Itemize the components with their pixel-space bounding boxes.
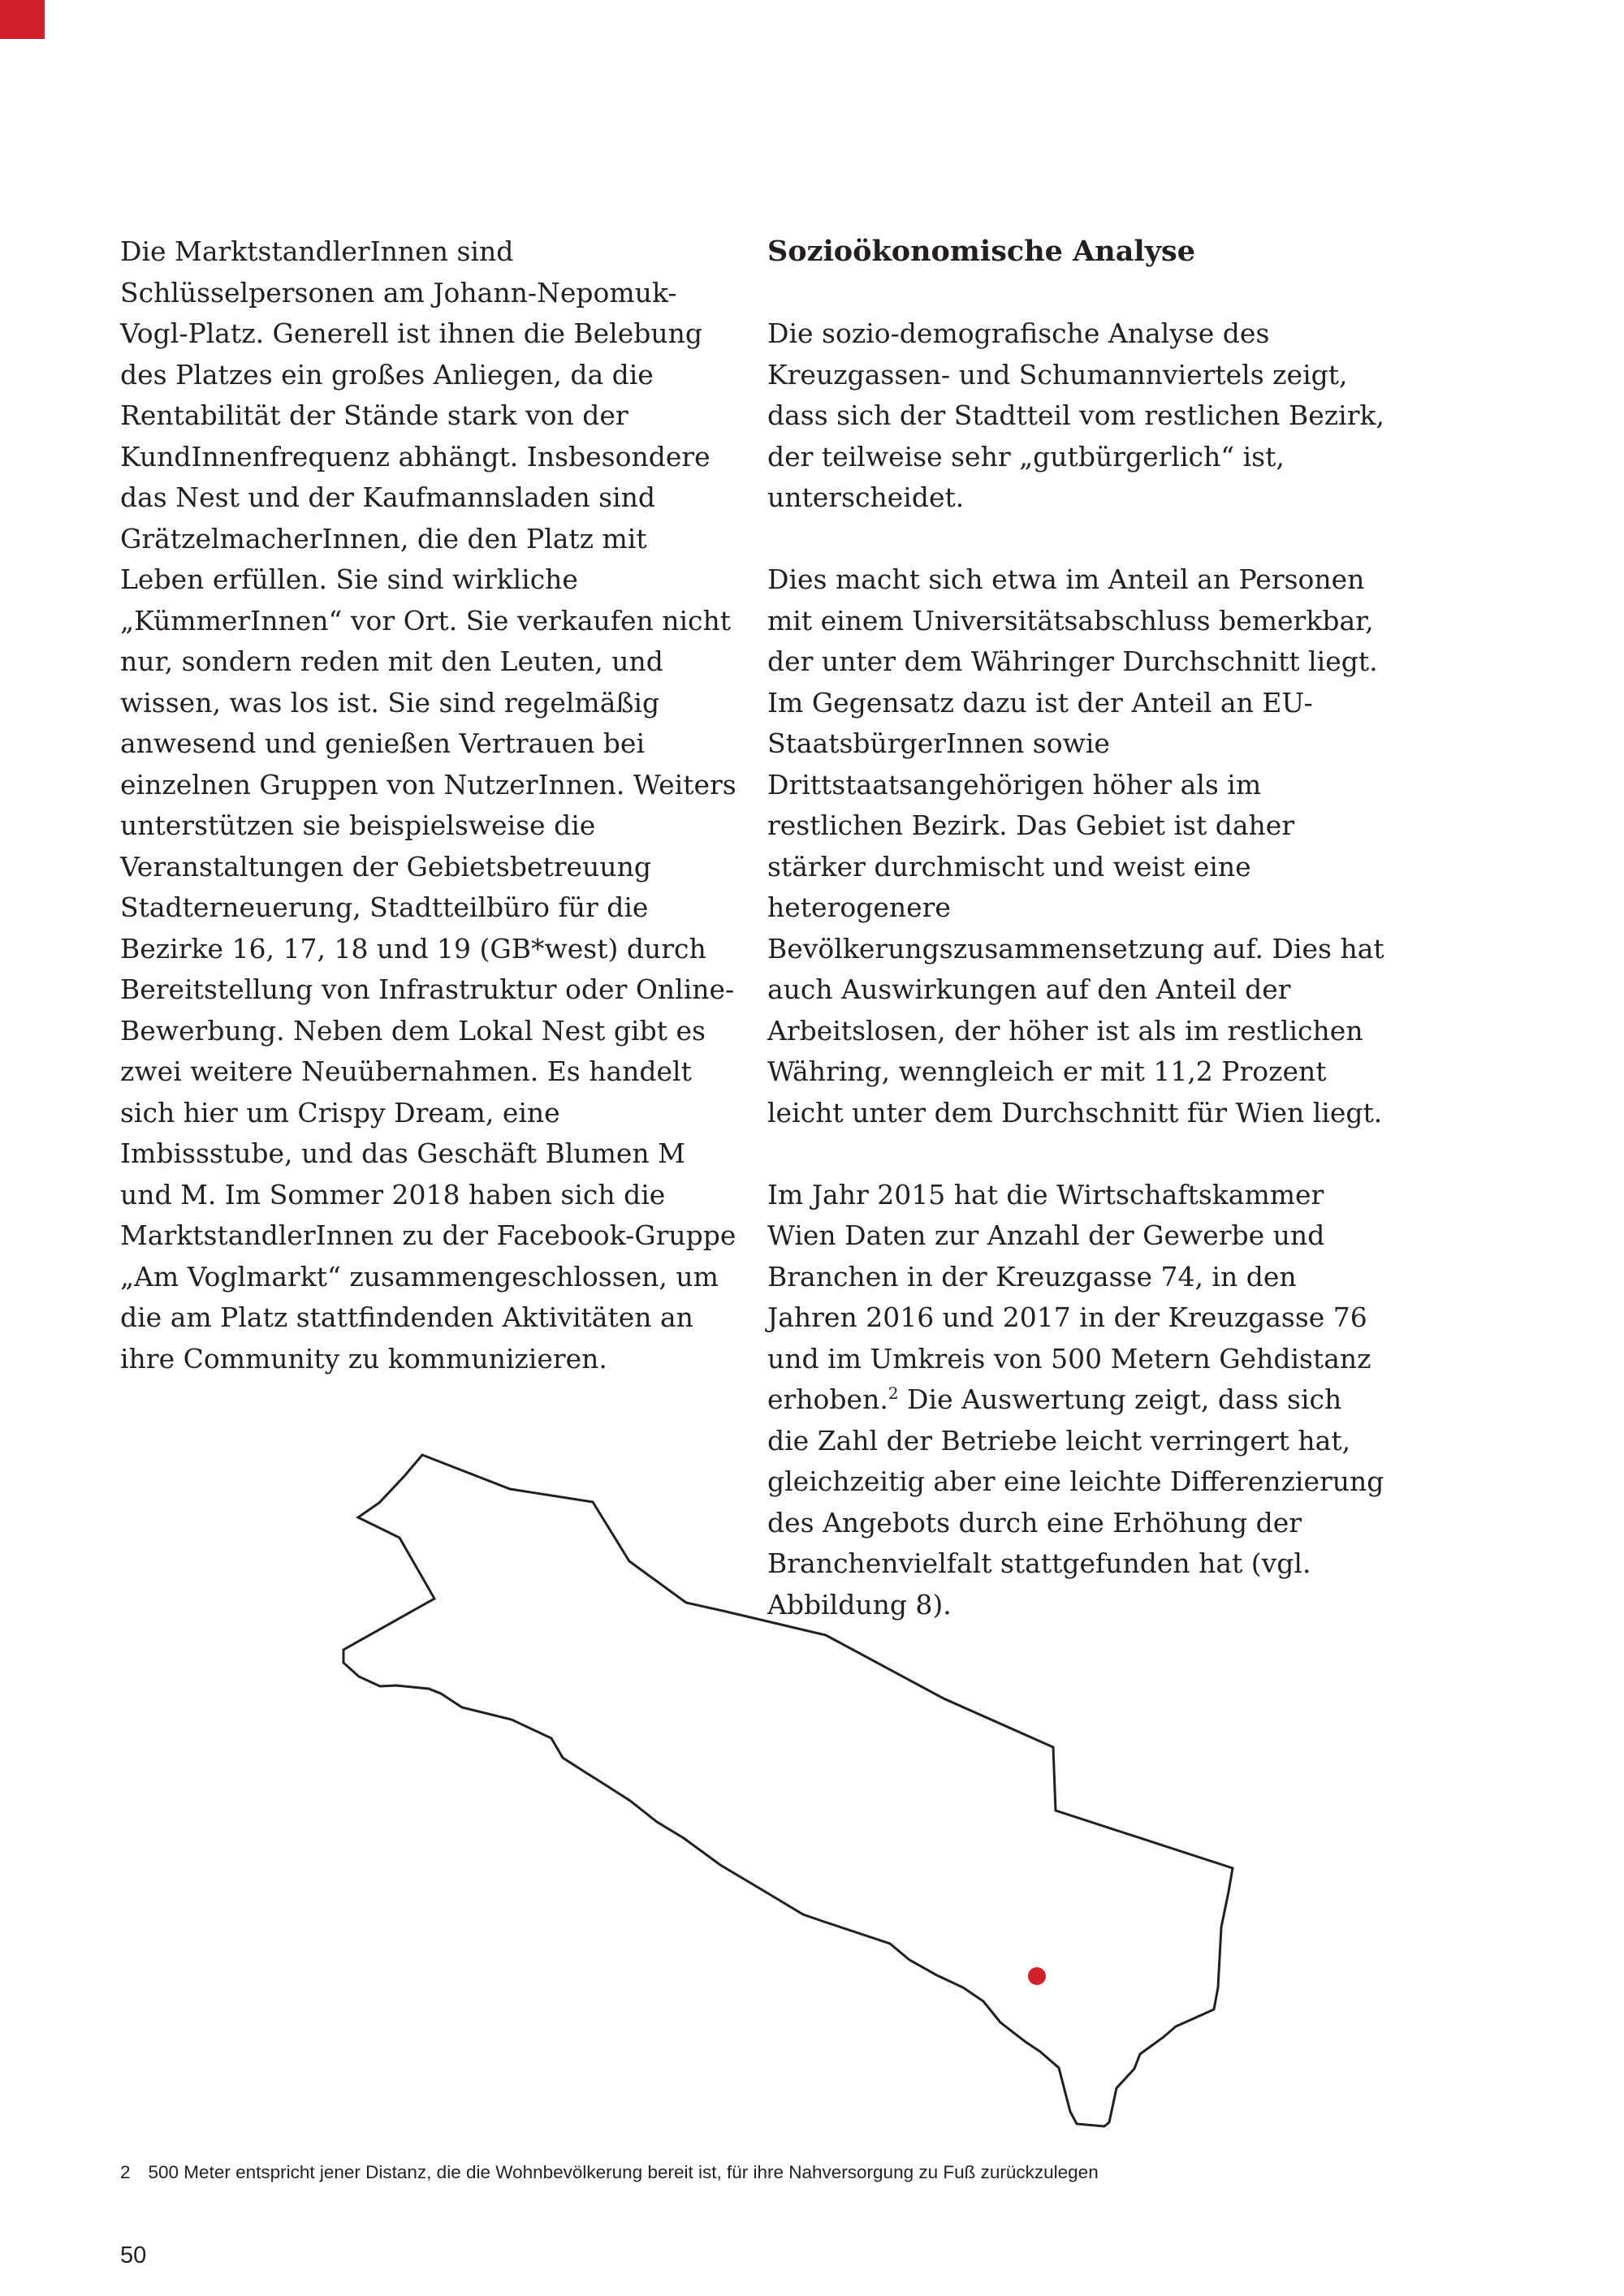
body-paragraph-2: Dies macht sich etwa im Anteil an Personen mit einem Universitätsabschluss bemerkbar, der unter dem Währinger Durchschnitt liegt. Im Gegensatz dazu ist der Anteil an EU-StaatsbürgerInnen sowie Drittstaatsangehörigen höher als im restlichen Bezirk. Das Gebiet ist daher stärker durchmischt und weist eine heterogenere Bevölkerungszusammensetzung auf. Dies hat auch Auswirkungen auf den Anteil der Arbeitslosen, der höher ist als im restlichen Währing, wenngleich er mit 11,2 Prozent leicht unter dem Durchschnitt für Wien liegt. [767,563,1384,1129]
paragraph-3-continued: Die Auswertung zeigt, dass sich die Zahl der Betriebe leicht verringert hat, gleichzeitig aber eine leichte Differenzierung des Angebots durch eine Erhöhung der Branchenvielfalt stattgefunden hat (vgl. Abbildung 8). [767,1383,1384,1621]
paragraph-3-text: Im Jahr 2015 hat die Wirtschaftskammer Wien Daten zur Anzahl der Gewerbe und Branchen in der Kreuzgasse 74, in den Jahren 2016 und 2017 in der Kreuzgasse 76 und im Umkreis von 500 Metern Gehdistanz erhoben. [767,1178,1371,1415]
left-column [120,231,737,1379]
page-number: 50 [120,2242,147,2268]
footnote-text: 500 Meter entspricht jener Distanz, die die Wohnbevölkerung bereit ist, für ihre Nahversorgung zu Fuß zurückzulegen [148,2162,1099,2182]
body-paragraph: Die MarktstandlerInnen sind Schlüsselpersonen am Johann-Nepomuk-Vogl-Platz. Generell ist ihnen die Belebung des Platzes ein großes Anliegen, da die Rentabilität der Stände stark von der KundInnenfrequenz abhängt. Insbesondere das Nest und der Kaufmannsladen sind GrätzelmacherInnen, die den Platz mit Leben erfüllen. Sie sind wirkliche „KümmerInnen“ vor Ort. Sie verkaufen nicht nur, sondern reden mit den Leuten, und wissen, was los ist. Sie sind regelmäßig anwesend und genießen Vertrauen bei einzelnen Gruppen von NutzerInnen. Weiters unterstützen sie beispielsweise die Veranstaltungen der Gebietsbetreuung Stadterneuerung, Stadtteilbüro für die Bezirke 16, 17, 18 und 19 (GB*west) durch Bereitstellung von Infrastruktur oder Online-Bewerbung. Neben dem Lokal Nest gibt es zwei weitere Neuübernahmen. Es handelt sich hier um Crispy Dream, eine Imbissstube, und das Geschäft Blumen M und M. Im Sommer 2018 haben sich die MarktstandlerInnen zu der Facebook-Gruppe „Am Voglmarkt“ zusammengeschlossen, um die am Platz stattfindenden Aktivitäten an ihre Community zu kommunizieren. [120,235,736,1375]
corner-accent-mark [0,0,45,39]
footnote-reference: 2 [888,1383,899,1403]
body-paragraph-1: Die sozio-demografische Analyse des Kreuzgassen- und Schumannviertels zeigt, dass sich der Stadtteil vom restlichen Bezirk, der teilweise sehr „gutbürgerlich“ ist, unterscheidet. [767,317,1384,513]
district-outline [343,1455,1233,2126]
right-column [767,231,1384,1667]
footnote-number: 2 [120,2162,131,2182]
footnote [120,2162,1099,2183]
location-marker [1028,1967,1046,1985]
district-outline-map [325,1453,1250,2151]
section-heading: Sozioökonomische Analyse [767,235,1195,268]
